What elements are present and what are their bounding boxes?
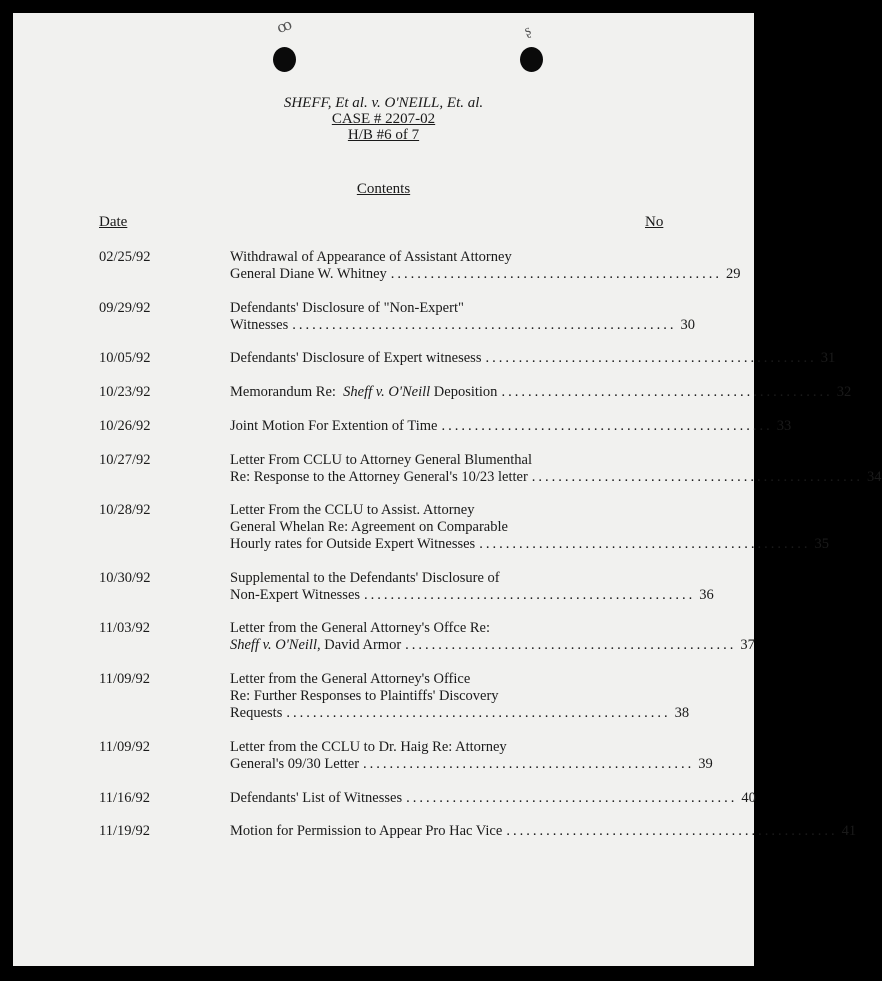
entry-date: 11/09/92 <box>99 671 151 687</box>
entry-date: 10/30/92 <box>99 570 151 586</box>
entry-date: 10/28/92 <box>99 502 151 518</box>
entry-page: 41 <box>841 823 857 839</box>
contents-heading: Contents <box>356 181 411 197</box>
entry-page: 37 <box>740 637 755 653</box>
entry-date: 09/29/92 <box>99 300 151 316</box>
entry-description: Letter from the CCLU to Dr. Haig Re: Attorney General's 09/30 Letter .................................................. 39 <box>230 739 713 772</box>
entry-description: Supplemental to the Defendants' Disclosure of Non-Expert Witnesses .................................................. 36 <box>230 570 714 603</box>
entry-page: 33 <box>776 418 792 434</box>
entry-description: Motion for Permission to Appear Pro Hac Vice .................................................. 41 <box>230 823 857 839</box>
entry-page: 29 <box>726 266 741 282</box>
entry-date: 11/09/92 <box>99 739 151 755</box>
entry-description: Letter from the General Attorney's Office Re: Further Responses to Plaintiffs' Discovery Requests .......................................................... 38 <box>230 671 690 721</box>
column-header-no: No <box>645 214 664 230</box>
binder-number: H/B #6 of 7 <box>347 127 420 143</box>
entry-description: Letter From the CCLU to Assist. Attorney General Whelan Re: Agreement on Comparable Hourly rates for Outside Expert Witnesses .................................................. 35 <box>230 502 829 552</box>
entry-description: Letter from the General Attorney's Offce Re: Sheff v. O'Neill, David Armor .................................................. 37 <box>230 620 755 653</box>
column-header-date: Date <box>99 214 128 230</box>
entry-date: 10/23/92 <box>99 384 151 400</box>
entry-page: 34 <box>867 469 882 485</box>
entry-page: 40 <box>741 790 756 806</box>
entry-description: Withdrawal of Appearance of Assistant Attorney General Diane W. Whitney .................................................. 29 <box>230 249 741 282</box>
entry-page: 38 <box>674 705 690 721</box>
document-page <box>13 13 882 966</box>
entry-date: 02/25/92 <box>99 249 151 265</box>
entry-page: 36 <box>699 587 714 603</box>
entry-page: 31 <box>820 350 836 366</box>
entry-page: 32 <box>836 384 852 400</box>
handwritten-mark-right: ʂ <box>522 22 534 40</box>
entry-description: Letter From CCLU to Attorney General Blumenthal Re: Response to the Attorney General's 10/23 letter .................................................. 34 <box>230 452 882 485</box>
entry-date: 11/16/92 <box>99 790 151 806</box>
entry-date: 10/26/92 <box>99 418 151 434</box>
punch-hole-right <box>520 47 543 72</box>
entry-description: Defendants' Disclosure of Expert witnesess .................................................. 31 <box>230 350 836 366</box>
entry-date: 10/05/92 <box>99 350 151 366</box>
entry-page: 39 <box>698 756 713 772</box>
entry-description: Joint Motion For Extention of Time .................................................. 33 <box>230 418 792 434</box>
case-title: SHEFF, Et al. v. O'NEILL, Et. al. <box>283 95 484 111</box>
entry-date: 11/03/92 <box>99 620 151 636</box>
entry-page: 30 <box>680 317 695 333</box>
entry-date: 11/19/92 <box>99 823 151 839</box>
entry-page: 35 <box>814 536 829 552</box>
handwritten-mark-left: ꝏ <box>274 16 295 38</box>
case-number: CASE # 2207-02 <box>331 111 436 127</box>
case-header <box>13 95 754 143</box>
entry-description: Memorandum Re: Sheff v. O'Neill Deposition .................................................. 32 <box>230 384 852 400</box>
punch-hole-left <box>273 47 296 72</box>
entry-date: 10/27/92 <box>99 452 151 468</box>
entry-description: Defendants' Disclosure of "Non-Expert" Witnesses .......................................................... 30 <box>230 300 695 333</box>
entry-description: Defendants' List of Witnesses .................................................. 40 <box>230 790 756 806</box>
